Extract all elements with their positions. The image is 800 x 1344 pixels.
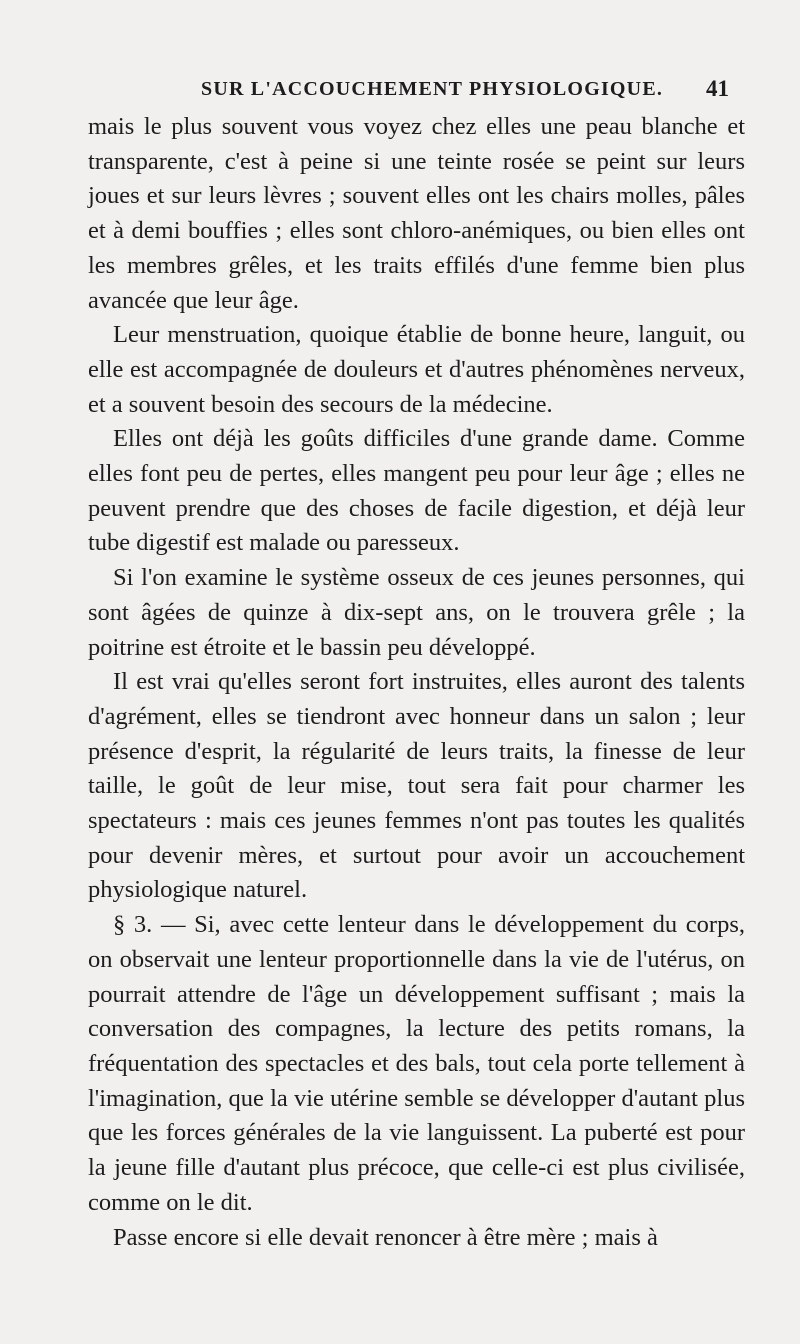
page-number: 41 (706, 76, 729, 101)
paragraph-5: Il est vrai qu'elles seront fort instruites, elles auront des talents d'agrément, elles se tiendront avec honneur dans un salon ; leur présence d'esprit, la régularité de leurs traits, la finesse de leur taille, le goût de leur mise, tout sera fait pour charmer les spectateurs : mais ces jeunes femmes n'ont pas toutes les qualités pour devenir mères, et surtout pour avoir un accouchement physiologique naturel. (88, 668, 745, 904)
paragraph-6: § 3. — Si, avec cette lenteur dans le développement du corps, on observait une lenteur proportionnelle dans la vie de l'utérus, on pourrait attendre de l'âge un développement suffisant ; mais la conversation des compagnes, la lecture des petits romans, la fréquentation des spectacles et des bals, tout cela porte tellement à l'imagination, que la vie utérine semble se développer d'autant plus que les forces générales de la vie languissent. La puberté est pour la jeune fille d'autant plus précoce, que celle-ci est plus civilisée, comme on le dit. (88, 911, 745, 1216)
paragraph-7: Passe encore si elle devait renoncer à être mère ; mais à (113, 1223, 658, 1251)
paragraph-4: Si l'on examine le système osseux de ces jeunes personnes, qui sont âgées de quinze à dix-sept ans, on le trouvera grêle ; la poitrine est étroite et le bassin peu développé. (88, 564, 745, 661)
paragraph-1: mais le plus souvent vous voyez chez elles une peau blanche et transparente, c'est à peine si une teinte rosée se peint sur leurs joues et sur leurs lèvres ; souvent elles ont les chairs molles, pâles et à demi bouffies ; elles sont chloro-anémiques, ou bien elles ont les membres grêles, et les traits effilés d'une femme bien plus avancée que leur âge. (88, 113, 745, 314)
page-header (88, 70, 745, 110)
body-text (88, 110, 745, 1255)
paragraph-2: Leur menstruation, quoique établie de bonne heure, languit, ou elle est accompagnée de douleurs et d'autres phénomènes nerveux, et a souvent besoin des secours de la médecine. (88, 321, 745, 418)
running-head: SUR L'ACCOUCHEMENT PHYSIOLOGIQUE. (201, 78, 664, 100)
paragraph-3: Elles ont déjà les goûts difficiles d'une grande dame. Comme elles font peu de pertes, elles mangent peu pour leur âge ; elles ne peuvent prendre que des choses de facile digestion, et déjà leur tube digestif est malade ou paresseux. (88, 425, 745, 557)
